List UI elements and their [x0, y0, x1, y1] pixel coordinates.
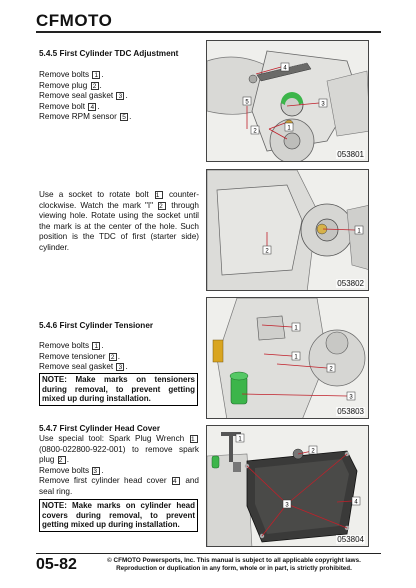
section-title-5-4-7: 5.4.7 First Cylinder Head Cover	[39, 424, 161, 433]
figure-number: 053803	[337, 407, 364, 416]
head-cover-instructions	[39, 434, 199, 498]
para-line: position is the TDC of first (starter side)	[39, 232, 199, 242]
header-rule	[36, 31, 381, 33]
engine-illustration	[207, 426, 369, 547]
tdc-instructions	[39, 190, 199, 254]
note-head-covers	[39, 499, 198, 532]
page-number: 05-82	[36, 556, 77, 573]
engine-illustration	[207, 170, 369, 291]
para-line: Remove bolts 3 .	[39, 465, 104, 475]
copyright-notice	[84, 557, 384, 573]
copyright-line: © CFMOTO Powersports, Inc. This manual is subject to all applicable copyright laws.	[107, 557, 361, 564]
copyright-line: Reproduction or duplication in any form, whole or in part, is strictly prohibited.	[116, 565, 352, 572]
step-line: Remove seal gasket 3 .	[39, 362, 128, 372]
note-line: NOTE: Make marks on tensioners	[42, 375, 195, 384]
callout-2: 2	[265, 248, 269, 255]
step-line: Remove plug 2 .	[39, 80, 102, 90]
para-line: (0800-022800-922-001) to remove spark	[39, 444, 199, 454]
step-line: Remove bolts 1 .	[39, 341, 104, 350]
step-line: Remove RPM sensor 5 .	[39, 112, 132, 122]
step-line: Remove bolts 1 .	[39, 70, 104, 79]
para-line: Use special tool: Spark Plug Wrench 1	[39, 434, 199, 445]
figure-053803	[206, 297, 369, 419]
para-line: viewing hole. Rotate using the socket until	[39, 211, 199, 221]
figure-number: 053804	[337, 535, 364, 544]
para-line: cylinder.	[39, 242, 70, 252]
callout-2: 2	[329, 366, 333, 373]
callout-1: 1	[357, 228, 361, 235]
note-tensioners	[39, 373, 198, 406]
callout-4: 4	[354, 499, 358, 506]
figure-number: 053801	[337, 150, 364, 159]
figure-053804	[206, 425, 369, 547]
para-line: Remove first cylinder head cover 4 and	[39, 476, 199, 486]
para-line: seal ring.	[39, 486, 73, 496]
callout-3: 3	[349, 394, 353, 401]
steps-5-4-5	[39, 70, 199, 123]
brand-logo: CFMOTO	[36, 11, 113, 30]
callout-1: 1	[238, 436, 242, 443]
steps-5-4-6	[39, 341, 199, 373]
section-title-5-4-6: 5.4.6 First Cylinder Tensioner	[39, 321, 154, 330]
para-line: Use a socket to rotate bolt 1 counter-	[39, 190, 199, 199]
callout-1: 1	[294, 325, 298, 332]
para-line: the mark is at the center of the hole. Such	[39, 221, 199, 231]
figure-number: 053802	[337, 279, 364, 288]
note-line: getting mixed up during installation.	[42, 520, 180, 530]
callout-1: 1	[294, 354, 298, 361]
engine-illustration	[207, 298, 369, 419]
step-line: Remove seal gasket 3 .	[39, 91, 128, 101]
para-line: clockwise. Watch the mark "I" 2 through	[39, 200, 199, 210]
engine-illustration	[207, 41, 369, 162]
note-line: during removal, to prevent getting	[42, 384, 195, 394]
figure-053802	[206, 169, 369, 291]
callout-1: 1	[287, 125, 291, 132]
step-line: Remove tensioner 2 .	[39, 351, 121, 361]
note-line: NOTE: Make marks on cylinder head	[42, 501, 195, 510]
footer-rule	[36, 553, 381, 554]
step-line: Remove bolt 4 .	[39, 101, 100, 111]
callout-3: 3	[285, 502, 289, 509]
para-line: plug 2 .	[39, 455, 70, 465]
callout-2: 2	[253, 128, 257, 135]
note-line: mixed up during installation.	[42, 394, 151, 404]
callout-4: 4	[283, 65, 287, 72]
figure-053801	[206, 40, 369, 162]
callout-2: 2	[311, 448, 315, 455]
note-line: covers during removal, to prevent	[42, 510, 195, 520]
callout-5: 5	[245, 99, 249, 106]
section-title-5-4-5: 5.4.5 First Cylinder TDC Adjustment	[39, 49, 179, 58]
callout-3: 3	[321, 101, 325, 108]
